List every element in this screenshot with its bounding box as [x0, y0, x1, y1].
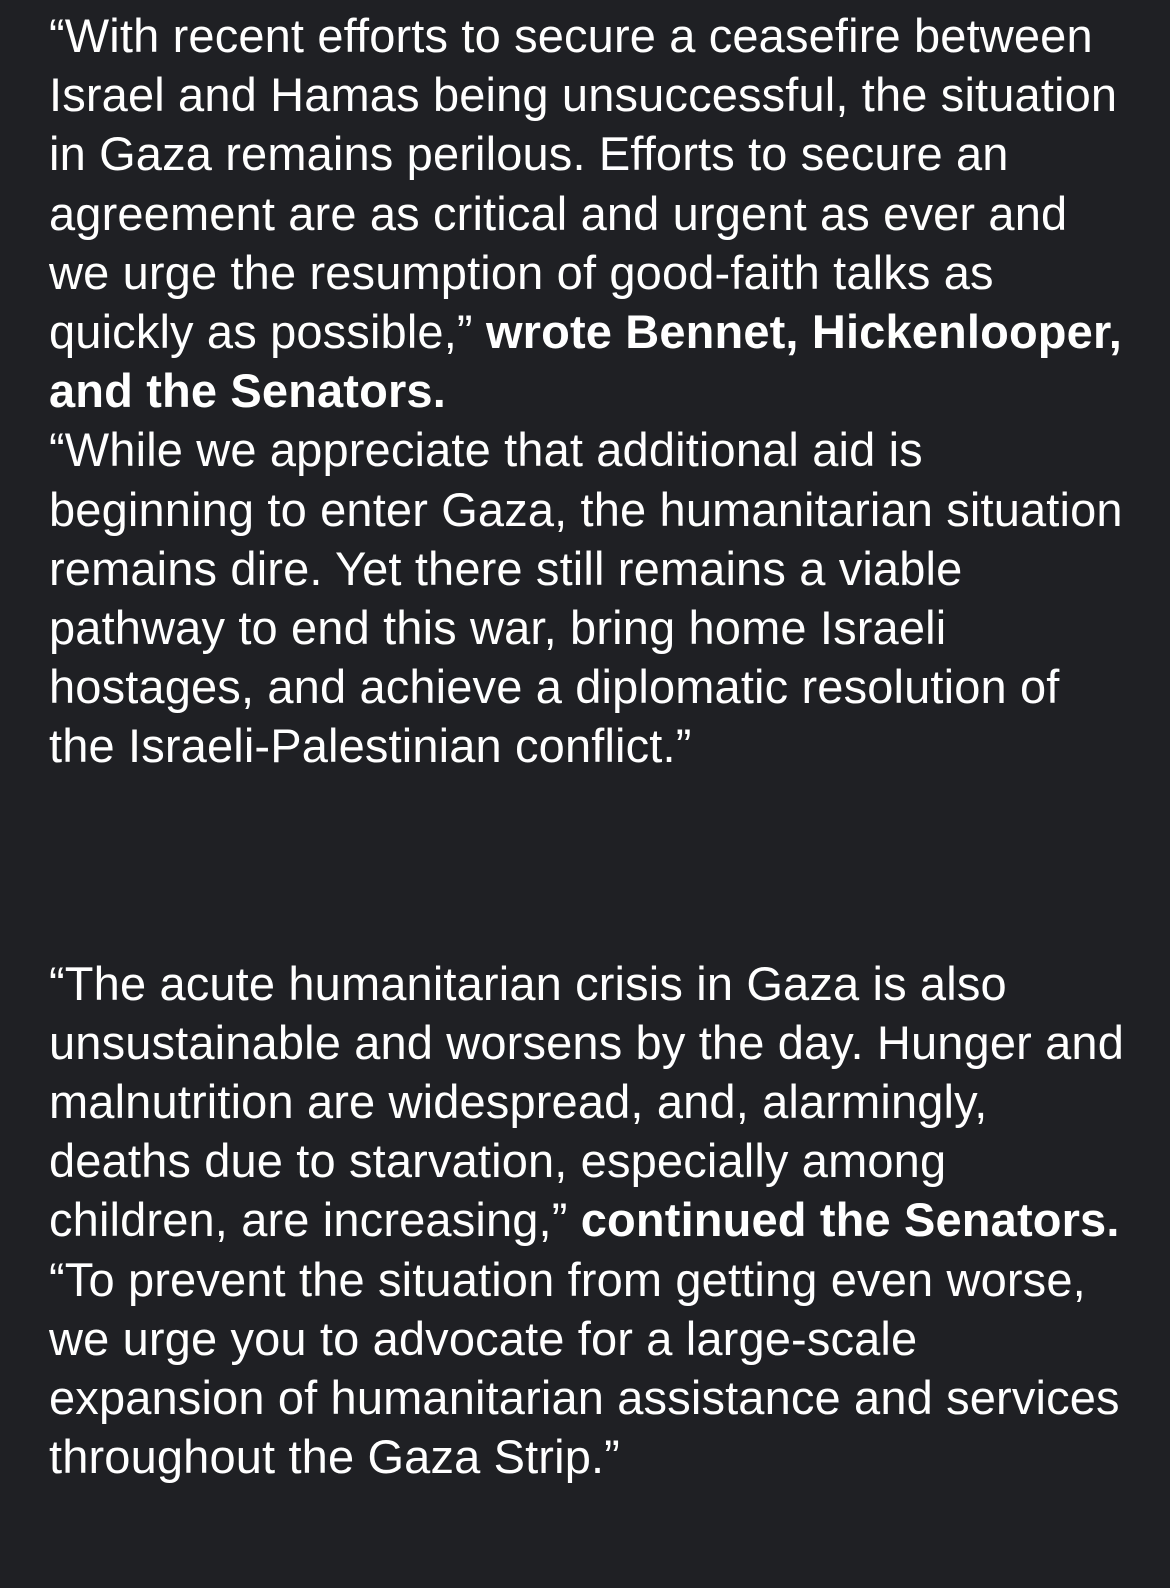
quote-text: “While we appreciate that additional aid is beginning to enter Gaza, the humanitarian situation remains dire. Yet there still remains a viable pathway to end this war, bring home Israeli hostages, and achieve a diplomatic resolution of the Israeli-Palestinian conflict.”: [49, 423, 1123, 773]
paragraph-ceasefire-quote: [49, 6, 1129, 776]
attribution-bold: wrote Bennet, Hickenlooper, and the Senators.: [49, 305, 1123, 418]
quote-text: “With recent efforts to secure a ceasefire between Israel and Hamas being unsuccessful, the situation in Gaza remains perilous. Efforts to secure an agreement are as critical and urgent as ever and we urge the resumption of good-faith talks as quickly as possible,”: [49, 9, 1118, 359]
quote-text: “The acute humanitarian crisis in Gaza is also unsustainable and worsens by the day. Hunger and malnutrition are widespread, and, alarmingly, deaths due to starvation, especially among children, are increasing,”: [49, 956, 1124, 1247]
paragraph-humanitarian-quote: [49, 954, 1129, 1487]
attribution-bold: continued the Senators.: [580, 1193, 1120, 1247]
article-body: [49, 6, 1129, 1486]
quote-text: “To prevent the situation from getting even worse, we urge you to advocate for a large-scale expansion of humanitarian assistance and services throughout the Gaza Strip.”: [49, 1252, 1120, 1484]
